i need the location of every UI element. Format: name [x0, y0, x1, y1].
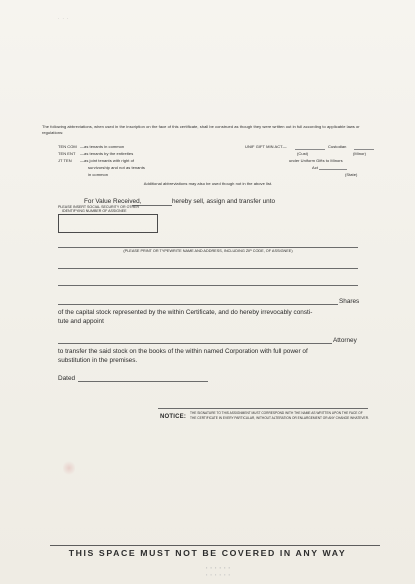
abbr-ten-ent-label: TEN ENT: [58, 151, 76, 156]
footer-rule: [50, 545, 380, 546]
transfer-text-1: to transfer the said stock on the books of the within named Corporation with full power of: [58, 348, 308, 355]
unif-cust-caption: (Cust): [297, 151, 309, 156]
abbr-jt-ten-text-3: in common: [88, 172, 109, 177]
constitute-appoint-text: tute and appoint: [58, 318, 104, 325]
address-line-1[interactable]: [58, 268, 358, 269]
notice-text-1: THE SIGNATURE TO THIS ASSIGNMENT MUST CORRESPOND WITH THE NAME AS WRITTEN UPON THE FACE OF: [190, 411, 363, 415]
faint-bottom-mark: ▪ ▪ ▪ ▪ ▪ ▪: [206, 565, 232, 570]
shares-label: Shares: [339, 298, 360, 305]
notice-text-2: THE CERTIFICATE IN EVERY PARTICULAR, WITHOUT ALTERATION OR ENLARGEMENT OR ANY CHANGE WHATEVER.: [190, 416, 369, 420]
capital-stock-text: of the capital stock represented by the within Certificate, and do hereby irrevocably consti-: [58, 309, 313, 316]
additional-abbreviations-note: Additional abbreviations may also be used though not in the above list.: [143, 181, 273, 186]
ssn-caption-2: IDENTIFYING NUMBER OF ASSIGNEE: [62, 209, 127, 213]
abbr-jt-ten-text-2: survivorship and not as tenants: [88, 165, 145, 170]
unif-under-text: under Uniform Gifts to Minors: [289, 158, 343, 163]
unif-act-label: Act: [312, 165, 318, 170]
notice-label: NOTICE:: [160, 414, 187, 420]
unif-custodian-label: Custodian: [328, 144, 347, 149]
abbr-jt-ten-label: JT TEN: [58, 158, 72, 163]
transfer-text-2: substitution in the premises.: [58, 357, 138, 364]
assignee-name-line[interactable]: [58, 247, 358, 248]
dated-line[interactable]: [78, 381, 208, 382]
dated-label: Dated: [58, 375, 76, 382]
for-value-received-text: For Value Received,: [84, 198, 142, 205]
footer-warning: THIS SPACE MUST NOT BE COVERED IN ANY WAY: [68, 548, 347, 558]
attorney-line[interactable]: [58, 343, 332, 344]
abbr-ten-com-label: TEN COM: [58, 144, 77, 149]
faint-bottom-mark-2: ▪ ▪ ▪ ▪ ▪ ▪: [206, 572, 232, 577]
unif-minor-caption: (Minor): [353, 151, 367, 156]
unif-state-caption: (State): [345, 172, 358, 177]
abbr-ten-ent-text: —as tenants by the entireties: [80, 151, 134, 156]
abbr-ten-com-text: —as tenants in common: [80, 144, 125, 149]
print-name-caption: (PLEASE PRINT OR TYPEWRITE NAME AND ADDRESS, INCLUDING ZIP CODE, OF ASSIGNEE): [123, 249, 293, 253]
unif-cust-line: [295, 149, 325, 150]
shares-line[interactable]: [58, 304, 338, 305]
unif-gift-min-act-label: UNIF GIFT MIN ACT—: [245, 144, 287, 149]
hereby-sell-text: hereby sell, assign and transfer unto: [172, 198, 276, 205]
unif-minor-line: [354, 149, 374, 150]
abbreviations-intro: The following abbreviations, when used in the inscription on the face of this certificate, shall be construed as though they were written out in full according to applicable laws or regulations:: [42, 124, 360, 135]
ssn-caption-1: PLEASE INSERT SOCIAL SECURITY OR OTHER: [58, 205, 140, 209]
unif-state-line: [319, 169, 347, 170]
assignee-ssn-box[interactable]: [58, 214, 158, 233]
paper-stain: [63, 460, 75, 476]
signature-line[interactable]: [158, 408, 368, 409]
faint-mark: · · ·: [58, 16, 70, 21]
address-line-2[interactable]: [58, 285, 358, 286]
abbr-jt-ten-text-1: —as joint tenants with right of: [80, 158, 135, 163]
attorney-label: Attorney: [333, 337, 357, 344]
